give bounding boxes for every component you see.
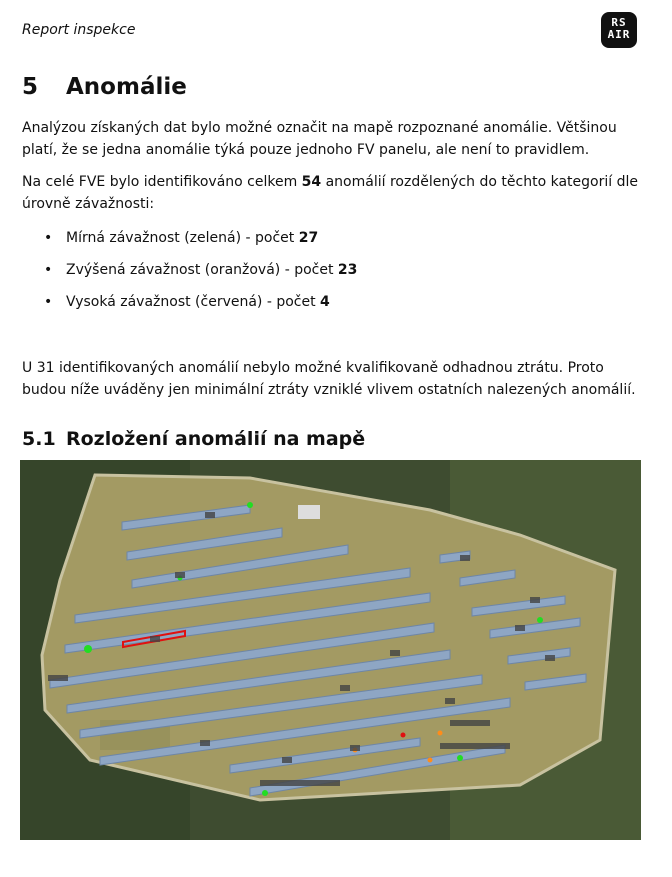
category-item: • Zvýšená závažnost (oranžová) - počet 23 [44,262,358,278]
anomaly-map [20,460,641,840]
category-item: • Mírná závažnost (zelená) - počet 27 [44,230,319,246]
loss-paragraph: U 31 identifikovaných anomálií nebylo možné kvalifikovaně odhadnou ztrátu. Proto budou níže uváděny jen minimální ztráty vzniklé vlivem ostatních nalezených anomálií. [22,360,636,398]
intro-paragraph: Analýzou získaných dat bylo možné označit na mapě rozpoznané anomálie. Většinou platí, že se jedna anomálie týká pouze jednoho FV panelu, ale není to pravidlem. [22,120,617,158]
subsection-heading: 5.1 Rozložení anomálií na mapě [22,428,366,450]
section-heading: 5 Anomálie [22,74,187,100]
report-header: Report inspekce [22,22,136,38]
rs-air-logo: RS AIR [601,12,637,48]
summary-paragraph: Na celé FVE bylo identifikováno celkem 54 anomálií rozdělených do těchto kategorií dle úrovně závažnosti: [22,174,638,212]
category-item: • Vysoká závažnost (červená) - počet 4 [44,294,330,310]
category-list [22,227,357,323]
